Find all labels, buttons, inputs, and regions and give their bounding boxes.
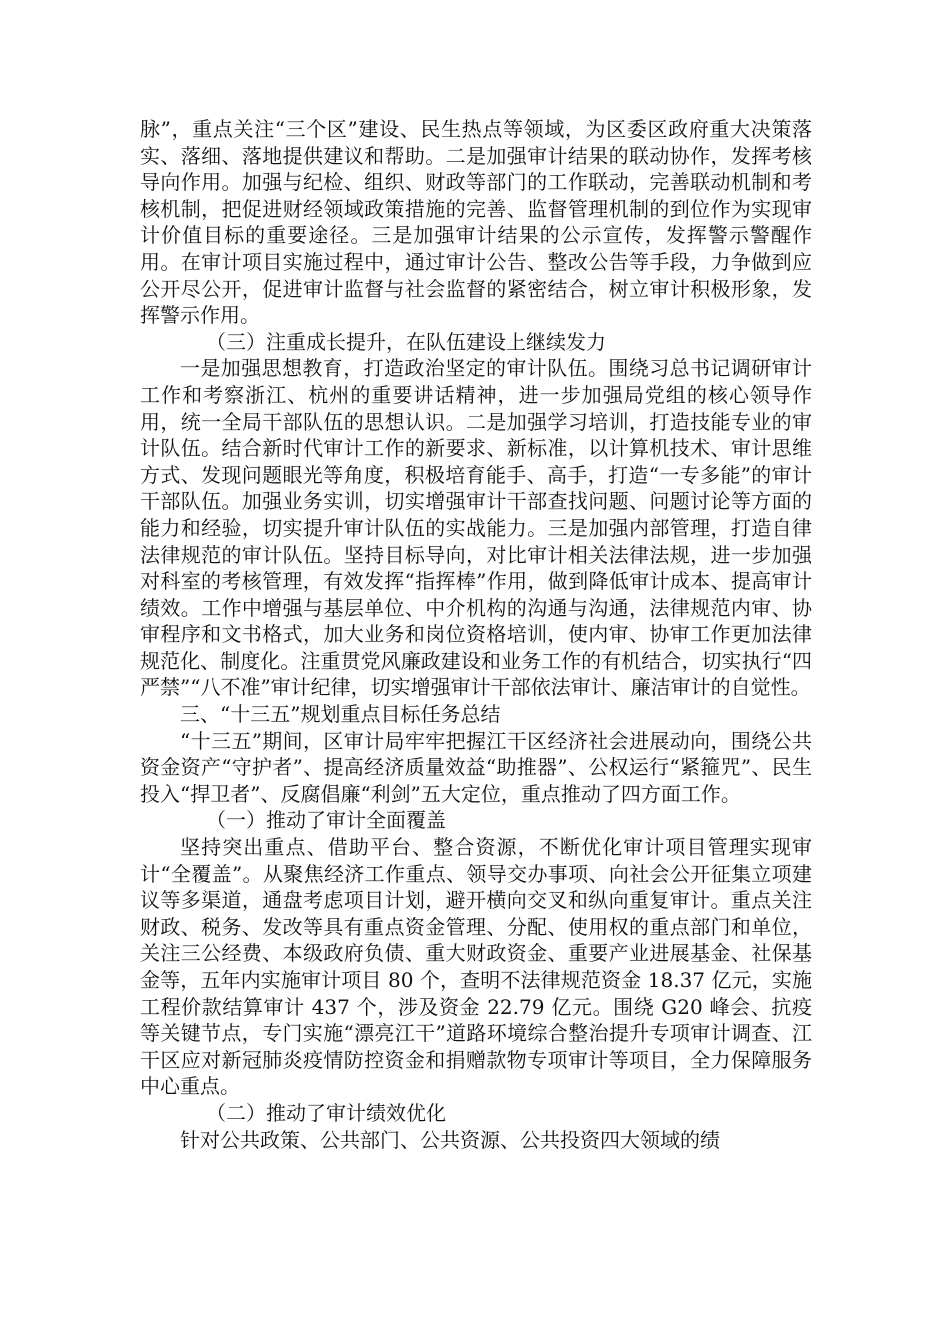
paragraph-continued: 脉”，重点关注“三个区”建设、民生热点等领域，为区委区政府重大决策落实、落细、落地提供建议和帮助。二是加强审计结果的联动协作，发挥考核导向作用。加强与纪检、组织、财政等部门的工作联动，完善联动机制和考核机制，把促进财经领域政策措施的完善、监督管理机制的到位作为实现审计价值目标的重要途径。三是加强审计结果的公示宣传，发挥警示警醒作用。在审计项目实施过程中，通过审计公告、整改公告等手段，力争做到应公开尽公开，促进审计监督与社会监督的紧密结合，树立审计积极形象，发挥警示作用。: [140, 117, 812, 328]
section-heading-three: （三）注重成长提升，在队伍建设上继续发力: [206, 329, 606, 354]
chapter-heading-summary: 三、“十三五”规划重点目标任务总结: [180, 702, 501, 727]
paragraph-full-coverage: 坚持突出重点、借助平台、整合资源，不断优化审计项目管理实现审计“全覆盖”。从聚焦经济工作重点、领导交办事项、向社会公开征集立项建议等多渠道，通盘考虑项目计划，避开横向交叉和纵向重复审计。重点关注财政、税务、发改等具有重点资金管理、分配、使用权的重点部门和单位，关注三公经费、本级政府负债、重大财政资金、重要产业进展基金、社保基金等，五年内实施审计项目 80 个，查明不法律规范资金 18.37 亿元，实施工程价款结算审计 437 个，涉及资金 22.79 亿元。围绕 G20 峰会、抗疫等关键节点，专门实施“漂亮江干”道路环境综合整治提升专项审计调查、江干区应对新冠肺炎疫情防控资金和捐赠款物专项审计等项目，全力保障服务中心重点。: [140, 835, 812, 1099]
section-heading-one: （一）推动了审计全面覆盖: [206, 808, 446, 833]
section-heading-two: （二）推动了审计绩效优化: [206, 1100, 446, 1125]
paragraph-summary-intro: “十三五”期间，区审计局牢牢把握江干区经济社会进展动向，围绕公共资金资产“守护者”、提高经济质量效益“助推器”、公权运行“紧箍咒”、民生投入“捍卫者”、反腐倡廉“利剑”五大定位，重点推动了四方面工作。: [140, 728, 812, 806]
paragraph-team-building: 一是加强思想教育，打造政治坚定的审计队伍。围绕习总书记调研审计工作和考察浙江、杭州的重要讲话精神，进一步加强局党组的核心领导作用，统一全局干部队伍的思想认识。二是加强学习培训，打造技能专业的审计队伍。结合新时代审计工作的新要求、新标准，以计算机技术、审计思维方式、发现问题眼光等角度，积极培育能手、高手，打造“一专多能”的审计干部队伍。加强业务实训，切实增强审计干部查找问题、问题讨论等方面的能力和经验，切实提升审计队伍的实战能力。三是加强内部管理，打造自律法律规范的审计队伍。坚持目标导向，对比审计相关法律法规，进一步加强对科室的考核管理，有效发挥“指挥棒”作用，做到降低审计成本、提高审计绩效。工作中增强与基层单位、中介机构的沟通与沟通，法律规范内审、协审程序和文书格式，加大业务和岗位资格培训，使内审、协审工作更加法律规范化、制度化。注重贯党风廉政建设和业务工作的有机结合，切实执行“四严禁”“八不准”审计纪律，切实增强审计干部依法审计、廉洁审计的自觉性。: [140, 356, 812, 700]
document-body: [140, 116, 812, 1153]
paragraph-performance: 针对公共政策、公共部门、公共资源、公共投资四大领域的绩: [180, 1127, 720, 1152]
